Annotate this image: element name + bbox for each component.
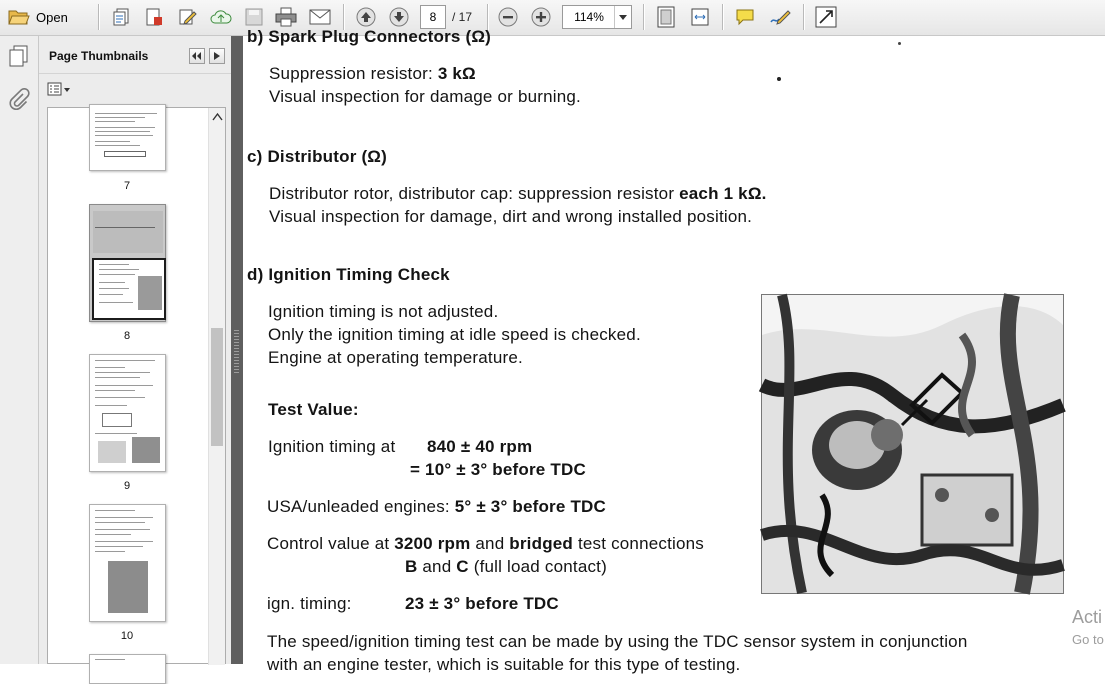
scan-speck	[898, 42, 901, 45]
save-icon	[245, 8, 263, 26]
collapse-panel-button[interactable]	[189, 48, 205, 64]
thumbnails-panel	[39, 36, 231, 664]
thumbnail-page-number: 9	[123, 480, 131, 492]
upload-icon	[210, 8, 232, 26]
usa-unleaded-label: USA/unleaded engines:	[267, 497, 455, 516]
page-down-icon	[389, 7, 409, 27]
page-thumbnail[interactable]	[89, 654, 166, 684]
ignition-timing-at-label: Ignition timing at	[268, 437, 396, 456]
zoom-out-button[interactable]	[496, 4, 520, 30]
panel-splitter[interactable]	[231, 36, 243, 664]
usa-unleaded-value: 5° ± 3° before TDC	[454, 497, 606, 516]
print-icon	[275, 7, 297, 27]
suppression-resistor-label: Suppression resistor:	[269, 64, 438, 83]
options-list-icon	[47, 82, 71, 101]
comment-icon	[735, 8, 755, 26]
upload-button[interactable]	[208, 4, 234, 30]
zoom-in-button[interactable]	[529, 4, 553, 30]
engine-photo	[761, 294, 1064, 594]
page-up-icon	[356, 7, 376, 27]
control-bridged: bridged	[509, 534, 574, 553]
attachment-icon	[9, 97, 29, 114]
suppression-resistor-line	[269, 64, 476, 84]
visual-inspection-burning-line: Visual inspection for damage or burning.	[269, 87, 581, 106]
zoom-out-icon	[498, 7, 518, 27]
usa-unleaded-line	[267, 497, 606, 517]
document-page	[243, 27, 1105, 674]
page-thumbnail-selected[interactable]	[89, 204, 166, 322]
splitter-grip[interactable]	[234, 330, 239, 374]
page-thumbnail[interactable]	[89, 104, 166, 171]
contacts-suffix: (full load contact)	[468, 557, 607, 576]
contact-c: C	[456, 557, 469, 576]
distributor-rotor-line	[269, 184, 767, 204]
activation-watermark-title: Acti	[1072, 607, 1103, 627]
operating-temperature-line: Engine at operating temperature.	[268, 348, 523, 367]
thumbnail-list	[47, 107, 226, 664]
fit-page-button[interactable]	[653, 4, 679, 30]
fit-page-icon	[656, 6, 676, 28]
scan-speck	[777, 77, 781, 81]
thumbnail-page-number: 10	[120, 630, 134, 642]
page-total: / 17	[452, 10, 473, 24]
visual-inspection-dirt-line: Visual inspection for damage, dirt and wrong installed position.	[269, 207, 753, 226]
control-value-line	[267, 534, 704, 554]
export-icon	[112, 7, 132, 27]
pages-icon	[8, 54, 30, 71]
thumbnail-page-number: 7	[123, 180, 131, 192]
idle-speed-line: Only the ignition timing at idle speed is checked.	[268, 325, 641, 344]
section-b-heading: b) Spark Plug Connectors (Ω)	[247, 27, 492, 46]
thumbnail-page-number: 8	[123, 330, 131, 342]
page-thumbnail[interactable]	[89, 504, 166, 622]
export-button[interactable]	[110, 4, 134, 30]
timing-not-adjusted-line: Ignition timing is not adjusted.	[268, 302, 499, 321]
edit-button[interactable]	[175, 4, 199, 30]
email-icon	[309, 9, 331, 25]
ign-timing-value: 23 ± 3° before TDC	[405, 594, 559, 613]
expand-icon	[815, 6, 837, 28]
suppression-resistor-value: 3 kΩ	[437, 64, 476, 83]
contacts-and: and	[417, 557, 457, 576]
attachments-nav-button[interactable]	[9, 88, 29, 115]
chevron-right-icon	[214, 47, 220, 65]
contact-b: B	[405, 557, 418, 576]
double-chevron-left-icon	[192, 47, 202, 65]
distributor-rotor-label: Distributor rotor, distributor cap: suppression resistor	[269, 184, 680, 203]
thumbnail-options-button[interactable]	[47, 82, 73, 100]
open-button[interactable]	[8, 4, 86, 30]
control-suffix: test connections	[573, 534, 704, 553]
page-thumbnails-nav-button[interactable]	[8, 45, 30, 72]
page-number-input[interactable]	[420, 5, 446, 29]
open-label: Open	[36, 9, 68, 25]
panel-title: Page Thumbnails	[49, 49, 149, 63]
ign-timing-label: ign. timing:	[267, 594, 352, 613]
zoom-input[interactable]	[563, 6, 615, 28]
scroll-up-arrow-icon[interactable]	[209, 108, 226, 125]
full-load-contact-line	[405, 557, 607, 577]
folder-open-icon	[8, 8, 30, 26]
activation-watermark-subtitle: Go to	[1072, 632, 1104, 647]
scrollbar-thumb[interactable]	[211, 328, 223, 446]
page-thumbnail[interactable]	[89, 354, 166, 472]
section-d-heading: d) Ignition Timing Check	[247, 265, 450, 284]
fit-width-button[interactable]	[688, 4, 712, 30]
comment-button[interactable]	[733, 4, 757, 30]
expand-button[interactable]	[813, 4, 839, 30]
sign-button[interactable]	[767, 4, 793, 30]
panel-forward-button[interactable]	[209, 48, 225, 64]
sign-icon	[769, 7, 791, 27]
control-and: and	[470, 534, 510, 553]
footer-line-1: The speed/ignition timing test can be made by using the TDC sensor system in conjunction	[267, 632, 968, 651]
zoom-in-icon	[531, 7, 551, 27]
thumbnail-scrollbar[interactable]	[208, 108, 225, 665]
create-pdf-icon	[144, 7, 164, 27]
toolbar	[0, 0, 1105, 36]
navigation-pane	[0, 36, 39, 664]
zoom-select[interactable]	[562, 5, 632, 29]
distributor-rotor-value: each 1 kΩ.	[679, 184, 767, 203]
ignition-rpm-value: 840 ± 40 rpm	[427, 437, 533, 456]
ignition-degree-value: = 10° ± 3° before TDC	[410, 460, 586, 479]
footer-line-2: with an engine tester, which is suitable for this type of testing.	[267, 655, 741, 674]
control-value-label: Control value at	[267, 534, 395, 553]
test-value-heading: Test Value:	[268, 400, 359, 419]
section-c-heading: c) Distributor (Ω)	[247, 147, 387, 166]
edit-icon	[177, 7, 197, 27]
create-pdf-button[interactable]	[142, 4, 166, 30]
chevron-down-icon[interactable]	[614, 6, 631, 28]
panel-header	[39, 36, 231, 74]
fit-width-icon	[690, 7, 710, 27]
control-rpm-value: 3200 rpm	[394, 534, 471, 553]
